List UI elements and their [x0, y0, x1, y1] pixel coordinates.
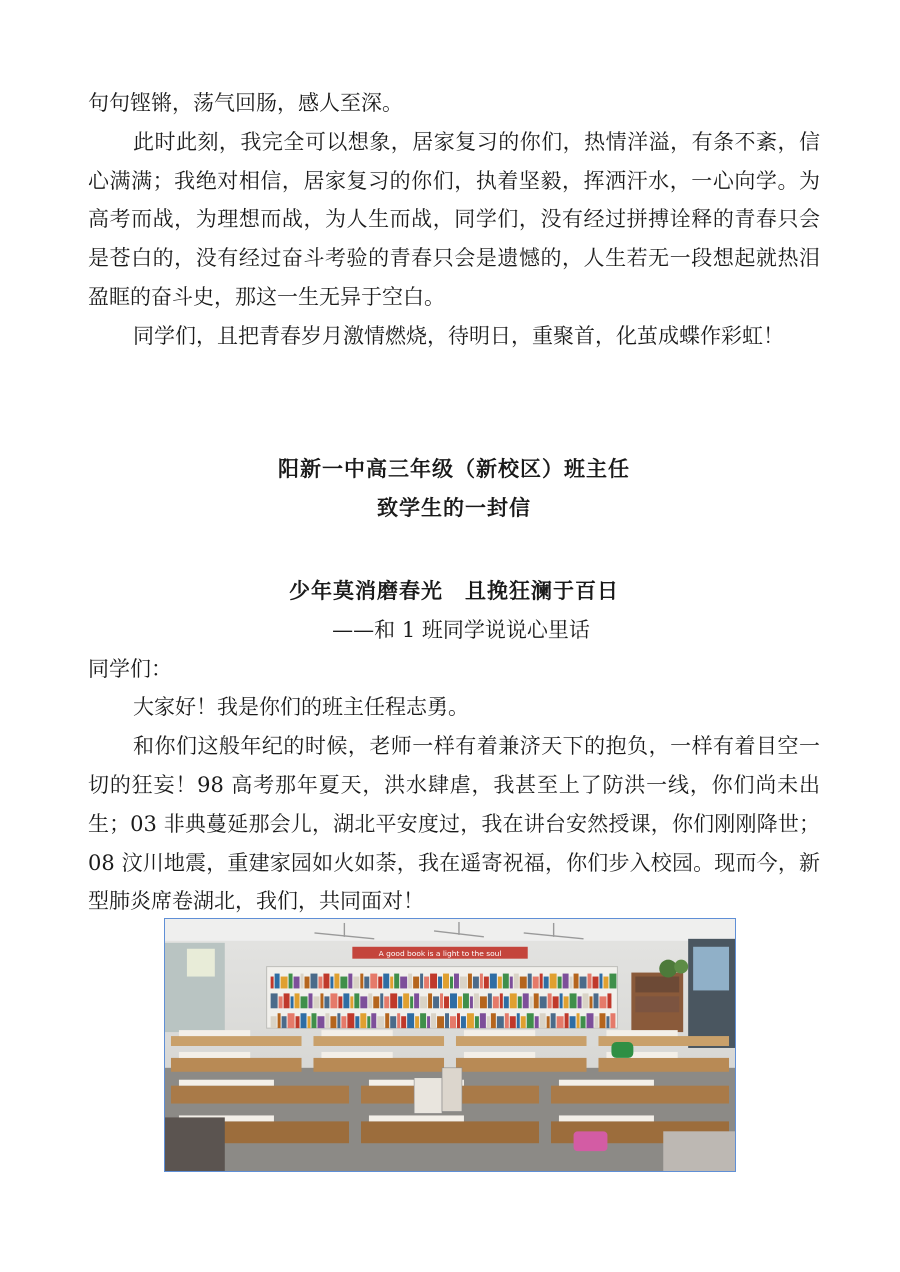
book-spine	[521, 1016, 526, 1028]
book-spine	[348, 974, 352, 989]
book-spine	[510, 993, 517, 1008]
book-spine	[518, 996, 522, 1008]
book-spine	[473, 977, 479, 989]
book-spine	[577, 1013, 580, 1028]
book-spine	[420, 996, 427, 1008]
book-spine	[414, 993, 419, 1008]
book-spine	[558, 977, 562, 989]
book-spine	[583, 993, 589, 1008]
book-spine	[527, 1013, 534, 1028]
book-spine	[438, 977, 442, 989]
book-spine	[367, 1016, 370, 1028]
book-spine	[355, 1016, 359, 1028]
book-spine	[603, 977, 608, 989]
desk	[551, 1086, 729, 1104]
book-spine	[488, 993, 492, 1008]
desk	[313, 1058, 444, 1072]
letter-title-line2: 致学生的一封信	[377, 495, 531, 520]
book-spine	[360, 996, 367, 1008]
book-spine	[491, 1013, 496, 1028]
book-spine	[308, 993, 312, 1008]
book-spine	[551, 1013, 556, 1028]
book-spine	[310, 974, 317, 989]
book-spine	[563, 974, 569, 989]
book-spine	[305, 977, 310, 989]
book-spine	[535, 1016, 539, 1028]
classroom-illustration	[165, 919, 735, 1171]
book-spine	[467, 1013, 474, 1028]
book-spine	[294, 977, 300, 989]
book-spine	[324, 996, 329, 1008]
book-spine	[407, 1013, 414, 1028]
book-spine	[368, 993, 372, 1008]
book-spine	[380, 993, 383, 1008]
book-stack	[606, 1030, 677, 1036]
book-spine	[564, 996, 569, 1008]
book-spine	[334, 974, 339, 989]
book-spine	[450, 1016, 456, 1028]
book-spine	[457, 1013, 460, 1028]
book-spine	[463, 993, 469, 1008]
book-spine	[461, 1016, 466, 1028]
book-spine	[599, 1013, 605, 1028]
book-spine	[353, 977, 359, 989]
book-spine	[458, 996, 462, 1008]
book-spine	[317, 1016, 324, 1028]
book-spine	[588, 974, 592, 989]
book-spine	[383, 974, 389, 989]
book-stack	[464, 1052, 535, 1058]
book-spine	[610, 1013, 615, 1028]
book-spine	[320, 993, 323, 1008]
book-spine	[487, 1016, 490, 1028]
book-spine	[498, 977, 502, 989]
book-spine	[330, 977, 333, 989]
book-spine	[468, 974, 472, 989]
book-spine	[420, 974, 423, 989]
book-spine	[364, 977, 369, 989]
book-spine	[540, 974, 543, 989]
book-spine	[460, 977, 467, 989]
book-spine	[587, 1013, 594, 1028]
book-spine	[607, 993, 611, 1008]
book-spine	[341, 1016, 346, 1028]
classroom-photo	[164, 918, 736, 1172]
desk	[171, 1058, 302, 1072]
book-spine	[565, 1013, 569, 1028]
book-spine	[370, 974, 377, 989]
desk	[171, 1036, 302, 1046]
book-spine	[301, 974, 304, 989]
book-spine	[360, 974, 363, 989]
book-spine	[480, 974, 483, 989]
book-stack	[559, 1080, 654, 1086]
book-spine	[377, 1016, 384, 1028]
book-spine	[497, 1016, 504, 1028]
book-spine	[308, 1016, 311, 1028]
book-spine	[533, 977, 539, 989]
desk	[313, 1036, 444, 1046]
book-stack	[179, 1080, 274, 1086]
book-spine	[415, 1016, 419, 1028]
book-spine	[340, 977, 347, 989]
book-spine	[282, 1016, 287, 1028]
desk	[456, 1058, 587, 1072]
book-spine	[544, 977, 549, 989]
book-spine	[547, 1016, 550, 1028]
book-spine	[470, 996, 473, 1008]
book-spine	[450, 977, 453, 989]
book-spine	[553, 996, 559, 1008]
book-stack	[321, 1030, 392, 1036]
book-spine	[371, 1013, 376, 1028]
book-spine	[514, 974, 519, 989]
book-spine	[490, 974, 497, 989]
book-spine	[431, 1013, 436, 1028]
book-spine	[557, 1016, 564, 1028]
book-spine	[311, 1013, 316, 1028]
book-spine	[394, 974, 399, 989]
book-spine	[430, 974, 437, 989]
book-spine	[540, 1013, 546, 1028]
book-spine	[408, 974, 412, 989]
book-spine	[373, 996, 379, 1008]
book-spine	[403, 993, 409, 1008]
book-spine	[500, 993, 503, 1008]
book-spine	[410, 996, 413, 1008]
book-spine	[484, 977, 489, 989]
book-spine	[313, 996, 319, 1008]
book-spine	[609, 974, 616, 989]
book-spine	[275, 974, 280, 989]
book-spine	[594, 1016, 598, 1028]
book-spine	[510, 1016, 516, 1028]
book-spine	[413, 977, 419, 989]
book-spine	[440, 993, 443, 1008]
book-spine	[570, 1016, 576, 1028]
book-stack	[321, 1052, 392, 1058]
book-spine	[289, 974, 293, 989]
book-spine	[574, 974, 579, 989]
book-spine	[279, 996, 283, 1008]
salutation: 同学们：	[88, 656, 172, 681]
book-spine	[385, 1013, 389, 1028]
book-spine	[343, 993, 349, 1008]
book-spine	[454, 974, 459, 989]
book-spine	[281, 977, 288, 989]
book-spine	[540, 996, 547, 1008]
book-spine	[401, 1016, 406, 1028]
desk	[456, 1036, 587, 1046]
book-spine	[284, 993, 290, 1008]
book-spine	[398, 996, 402, 1008]
article-block	[88, 572, 820, 921]
article-title: 少年莫消磨春光 且挽狂澜于百日	[289, 579, 619, 603]
book-spine	[580, 977, 587, 989]
book-spine	[291, 996, 294, 1008]
book-spine	[505, 1013, 509, 1028]
article-subtitle: ——和 1 班同学说说心里话	[332, 617, 590, 642]
book-spine	[318, 977, 322, 989]
book-spine	[504, 996, 509, 1008]
book-spine	[570, 993, 577, 1008]
banner-text: A good book is a light to the soul	[378, 949, 502, 959]
desk	[361, 1121, 539, 1143]
desk	[598, 1058, 729, 1072]
book-spine	[578, 996, 582, 1008]
book-spine	[420, 1013, 426, 1028]
book-spine	[301, 996, 308, 1008]
book-spine	[599, 996, 606, 1008]
book-spine	[480, 1013, 486, 1028]
book-spine	[570, 977, 573, 989]
book-spine	[400, 977, 407, 989]
paragraph-memories: 和你们这般年纪的时候，老师一样有着兼济天下的抱负，一样有着目空一切的狂妄！98 高考那年夏天，洪水肆虐，我甚至上了防洪一线，你们尚未出生；03 非典蔓延那会儿，湖北平安度过，我在讲台安然授课，你们刚刚降世；08 汶川地震，重建家园如火如荼，我在遥寄祝福，你们步入校园。现而今，新型肺炎席卷湖北，我们，共同面对！	[88, 734, 820, 914]
book-spine	[301, 1013, 307, 1028]
book-spine	[560, 993, 563, 1008]
book-spine	[437, 1016, 444, 1028]
book-spine	[474, 993, 479, 1008]
book-spine	[330, 1016, 336, 1028]
book-spine	[443, 974, 449, 989]
book-spine	[338, 996, 342, 1008]
book-spine	[354, 993, 359, 1008]
book-spine	[599, 974, 602, 989]
book-spine	[475, 1016, 479, 1028]
book-spine	[550, 974, 557, 989]
book-spine	[360, 1013, 366, 1028]
book-stack	[559, 1115, 654, 1121]
book-spine	[271, 977, 274, 989]
book-spine	[323, 974, 329, 989]
book-spine	[548, 993, 552, 1008]
book-spine	[427, 1016, 430, 1028]
book-spine	[510, 977, 513, 989]
greeting: 大家好！我是你们的班主任程志勇。	[133, 695, 469, 720]
book-spine	[480, 996, 487, 1008]
paragraph-youth: 同学们，且把青春岁月激情燃烧，待明日，重聚首，化茧成蝶作彩虹！	[133, 323, 784, 348]
book-spine	[517, 1013, 520, 1028]
book-spine	[337, 1013, 340, 1028]
book-spine	[424, 977, 429, 989]
book-spine	[445, 1013, 449, 1028]
book-spine	[450, 993, 457, 1008]
book-spine	[350, 996, 353, 1008]
book-spine	[390, 977, 393, 989]
book-spine	[397, 1013, 400, 1028]
letter-title-line1: 阳新一中高三年级（新校区）班主任	[278, 457, 630, 481]
book-spine	[534, 993, 539, 1008]
book-stack	[179, 1052, 250, 1058]
book-stack	[464, 1030, 535, 1036]
book-spine	[271, 1016, 277, 1028]
book-spine	[493, 996, 499, 1008]
book-spine	[593, 993, 598, 1008]
book-spine	[606, 1016, 609, 1028]
intro-block	[88, 84, 820, 356]
book-spine	[503, 974, 509, 989]
book-spine	[390, 1016, 396, 1028]
paragraph-closing-line: 句句铿锵，荡气回肠，感人至深。	[88, 91, 403, 115]
book-spine	[530, 996, 533, 1008]
book-spine	[390, 993, 397, 1008]
book-spine	[295, 993, 300, 1008]
book-spine	[581, 1016, 586, 1028]
book-stack	[179, 1030, 250, 1036]
book-stack	[369, 1115, 464, 1121]
book-spine	[428, 993, 432, 1008]
book-spine	[590, 996, 593, 1008]
letter-title-block	[88, 450, 820, 528]
book-spine	[433, 996, 439, 1008]
book-spine	[523, 993, 529, 1008]
book-spine	[296, 1016, 300, 1028]
book-spine	[444, 996, 449, 1008]
book-spine	[325, 1013, 329, 1028]
book-spine	[384, 996, 389, 1008]
book-spine	[288, 1013, 295, 1028]
book-spine	[593, 977, 599, 989]
book-spine	[378, 977, 382, 989]
book-spine	[278, 1013, 281, 1028]
paragraph-imagine: 此时此刻，我完全可以想象，居家复习的你们，热情洋溢，有条不紊，信心满满；我绝对相信，居家复习的你们，执着坚毅，挥洒汗水，一心向学。为高考而战，为理想而战，为人生而战，同学们，没有经过拼搏诠释的青春只会是苍白的，没有经过奋斗考验的青春只会是遗憾的，人生若无一段想起就热泪盈眶的奋斗史，那这一生无异于空白。	[88, 129, 820, 309]
book-spine	[347, 1013, 354, 1028]
desk	[171, 1086, 349, 1104]
book-spine	[528, 974, 532, 989]
book-spine	[330, 993, 337, 1008]
book-spine	[520, 977, 527, 989]
book-spine	[271, 993, 278, 1008]
